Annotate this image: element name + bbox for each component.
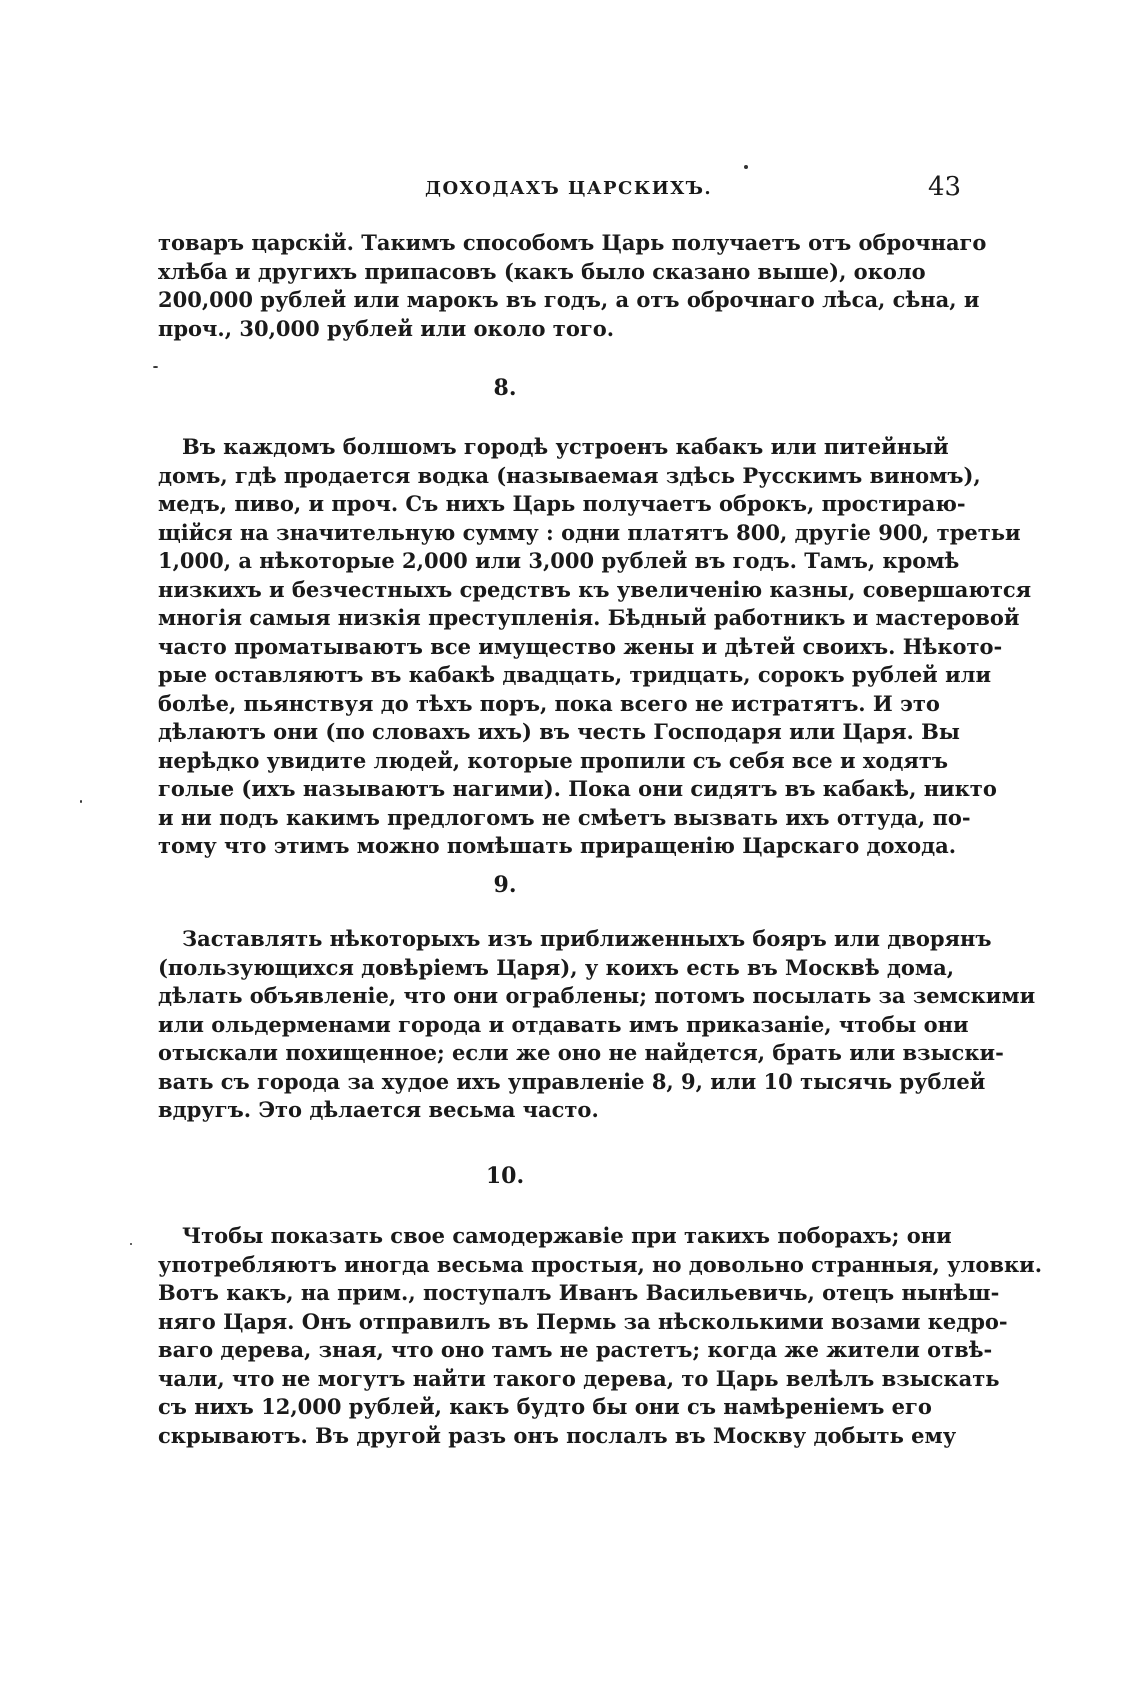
text-line: многія самыя низкія преступленія. Бѣдный работникъ и мастеровой <box>158 605 1020 630</box>
print-speck <box>153 366 158 368</box>
text-line: употребляютъ иногда весьма простыя, но довольно странныя, уловки. <box>158 1251 1043 1277</box>
section-9-paragraph <box>158 925 1036 1125</box>
text-line: домъ, гдѣ продается водка (называемая здѣсь Русскимъ виномъ), <box>158 462 981 488</box>
text-line: ваго дерева, зная, что оно тамъ не растетъ; когда же жители отвѣ- <box>158 1337 993 1362</box>
intro-paragraph <box>158 229 987 343</box>
text-line: медъ, пиво, и проч. Съ нихъ Царь получаетъ оброкъ, простираю- <box>158 491 966 516</box>
text-line: дѣлать объявленіе, что они ограблены; потомъ посылать за земскими <box>158 983 1036 1008</box>
section-10-paragraph <box>158 1222 1043 1450</box>
text-line: вдругъ. Это дѣлается весьма часто. <box>158 1097 599 1122</box>
text-line: болѣе, пьянствуя до тѣхъ поръ, пока всего не истратятъ. И это <box>158 690 940 716</box>
running-title: ДОХОДАХЪ ЦАРСКИХЪ. <box>425 178 713 199</box>
text-line: тому что этимъ можно помѣшать приращенію Царскаго дохода. <box>158 833 956 858</box>
text-line: голые (ихъ называютъ нагими). Пока они сидятъ въ кабакѣ, никто <box>158 776 997 801</box>
text-line: щійся на значительную сумму : одни платятъ 800, другіе 900, третьи <box>158 519 1021 545</box>
page-number: 43 <box>928 172 962 202</box>
print-speck <box>130 1243 132 1245</box>
print-speck <box>744 165 748 169</box>
text-line: нерѣдко увидите людей, которые пропили съ себя все и ходятъ <box>158 747 949 773</box>
text-line: или ольдерменами города и отдавать имъ приказаніе, чтобы они <box>158 1011 969 1037</box>
section-number-8: 8. <box>493 375 517 401</box>
text-line: отыскали похищенное; если же оно не найдется, брать или взыски- <box>158 1040 1004 1065</box>
text-line: Вотъ какъ, на прим., поступалъ Иванъ Васильевичь, отецъ нынѣш- <box>158 1280 1000 1305</box>
text-line: вать съ города за худое ихъ управленіе 8, 9, или 10 тысячь рублей <box>158 1068 986 1094</box>
text-line: рые оставляютъ въ кабакѣ двадцать, тридцать, сорокъ рублей или <box>158 662 992 687</box>
text-line: проч., 30,000 рублей или около того. <box>158 315 615 341</box>
text-line: Въ каждомъ болшомъ городѣ устроенъ кабакъ или питейный <box>182 434 949 459</box>
text-line: дѣлаютъ они (по словахъ ихъ) въ честь Господаря или Царя. Вы <box>158 719 960 744</box>
text-line: 1,000, а нѣкоторые 2,000 или 3,000 рублей въ годъ. Тамъ, кромѣ <box>158 548 960 573</box>
text-line: Чтобы показать свое самодержавіе при такихъ поборахъ; они <box>182 1223 952 1248</box>
text-line: скрываютъ. Въ другой разъ онъ послалъ въ Москву добыть ему <box>158 1422 957 1448</box>
text-line: часто проматываютъ все имущество жены и дѣтей своихъ. Нѣкото- <box>158 633 1003 659</box>
text-line: товаръ царскій. Такимъ способомъ Царь получаетъ отъ оброчнаго <box>158 230 987 255</box>
page-header <box>0 172 1140 208</box>
text-line: чали, что не могутъ найти такого дерева, то Царь велѣлъ взыскать <box>158 1365 1000 1391</box>
text-line: 200,000 рублей или марокъ въ годъ, а отъ оброчнаго лѣса, сѣна, и <box>158 287 980 312</box>
text-line: и ни подъ какимъ предлогомъ не смѣетъ вызвать ихъ оттуда, по- <box>158 804 971 830</box>
section-number-9: 9. <box>493 872 517 898</box>
text-line: (пользующихся довѣріемъ Царя), у коихъ есть въ Москвѣ дома, <box>158 954 955 980</box>
section-number-10: 10. <box>485 1163 525 1189</box>
text-line: низкихъ и безчестныхъ средствъ къ увеличенію казны, совершаются <box>158 576 1032 602</box>
text-line: съ нихъ 12,000 рублей, какъ будто бы они съ намѣреніемъ его <box>158 1394 932 1419</box>
print-speck <box>80 800 82 803</box>
text-line: няго Царя. Онъ отправилъ въ Пермь за нѣсколькими возами кедро- <box>158 1308 1008 1334</box>
section-8-paragraph <box>158 433 1032 861</box>
text-line: Заставлять нѣкоторыхъ изъ приближенныхъ бояръ или дворянъ <box>182 926 992 951</box>
text-line: хлѣба и другихъ припасовъ (какъ было сказано выше), около <box>158 258 926 284</box>
